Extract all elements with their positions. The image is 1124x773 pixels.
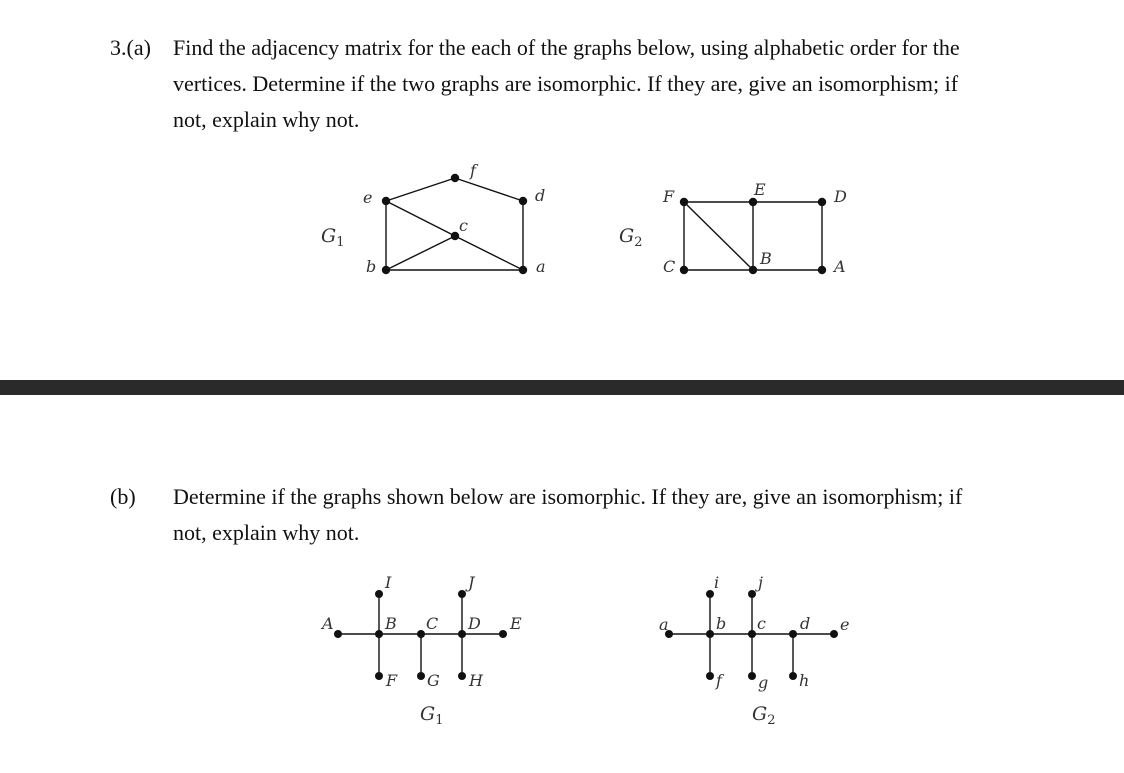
label-b2-e: e	[840, 615, 850, 634]
label-b2-f: f	[716, 671, 722, 690]
graph-a1-name: $G_1$	[321, 225, 345, 250]
label-f: f	[470, 161, 476, 180]
problem-a-line-1: Find the adjacency matrix for the each of the graphs below, using alphabetic order for the	[173, 35, 960, 60]
label-b2-g: g	[758, 673, 769, 692]
label-b2-h: h	[799, 671, 810, 690]
edge-e-f	[386, 178, 455, 201]
vertex-b1-D	[458, 630, 466, 638]
vertex-b2-g	[748, 672, 756, 680]
vertex-C	[680, 266, 688, 274]
vertex-b2-c	[748, 630, 756, 638]
vertex-b1-J	[458, 590, 466, 598]
label-b1-A: A	[322, 614, 334, 633]
vertex-b1-G	[417, 672, 425, 680]
label-b1-G: G	[427, 671, 440, 690]
vertex-b2-h	[789, 672, 797, 680]
label-E: E	[754, 180, 766, 199]
problem-number-b: (b)	[110, 484, 136, 509]
vertex-b2-j	[748, 590, 756, 598]
vertex-e	[382, 197, 390, 205]
vertex-f	[451, 174, 459, 182]
label-b1-E: E	[510, 614, 522, 633]
label-F: F	[663, 187, 675, 206]
label-b1-C: C	[426, 614, 439, 633]
vertex-b1-B	[375, 630, 383, 638]
label-b1-I: I	[385, 573, 392, 592]
label-d: d	[535, 186, 546, 205]
vertex-B	[749, 266, 757, 274]
vertex-b1-F	[375, 672, 383, 680]
vertex-b1-I	[375, 590, 383, 598]
label-b1-F: F	[386, 671, 398, 690]
vertex-E	[749, 198, 757, 206]
vertex-b2-i	[706, 590, 714, 598]
problem-number-a: 3.(a)	[110, 35, 151, 60]
label-A: A	[834, 257, 846, 276]
vertex-F	[680, 198, 688, 206]
label-b1-D: D	[468, 614, 481, 633]
vertex-b1-E	[499, 630, 507, 638]
edge-e-c	[386, 201, 455, 236]
graph-a2-edges	[684, 202, 822, 270]
label-b2-d: d	[800, 614, 811, 633]
label-B: B	[760, 249, 772, 268]
edge-F-B	[684, 202, 753, 270]
problem-b-line-2: not, explain why not.	[173, 520, 360, 545]
edge-b-c	[386, 236, 455, 270]
graph-a1-edges	[386, 178, 523, 270]
edge-f-d	[455, 178, 523, 201]
vertex-A	[818, 266, 826, 274]
problem-a-line-2: vertices. Determine if the two graphs are isomorphic. If they are, give an isomorphism; if	[173, 71, 959, 96]
vertex-b1-H	[458, 672, 466, 680]
label-b1-H: H	[469, 671, 483, 690]
label-b1-J: J	[468, 573, 475, 592]
label-C: C	[663, 257, 676, 276]
label-b2-j: j	[758, 573, 763, 592]
vertex-b2-e	[830, 630, 838, 638]
label-D: D	[834, 187, 847, 206]
label-a: a	[536, 257, 546, 276]
vertex-b1-A	[334, 630, 342, 638]
label-b: b	[366, 257, 377, 276]
label-c: c	[459, 216, 468, 235]
label-b1-B: B	[385, 614, 397, 633]
graph-a2-name: $G_2$	[619, 225, 643, 250]
vertex-b2-f	[706, 672, 714, 680]
graph-b1-name: $G_1$	[420, 703, 444, 728]
graph-b2-name: $G_2$	[752, 703, 776, 728]
vertex-a	[519, 266, 527, 274]
label-e: e	[363, 188, 373, 207]
vertex-b2-d	[789, 630, 797, 638]
problem-a-line-3: not, explain why not.	[173, 107, 360, 132]
vertex-d	[519, 197, 527, 205]
label-b2-c: c	[757, 614, 766, 633]
vertex-c	[451, 232, 459, 240]
label-b2-i: i	[714, 573, 720, 592]
label-b2-a: a	[659, 615, 669, 634]
vertex-b1-C	[417, 630, 425, 638]
label-b2-b: b	[716, 614, 727, 633]
edge-c-a	[455, 236, 523, 270]
vertex-b	[382, 266, 390, 274]
vertex-D	[818, 198, 826, 206]
vertex-b2-b	[706, 630, 714, 638]
problem-b-line-1: Determine if the graphs shown below are isomorphic. If they are, give an isomorphism; if	[173, 484, 963, 509]
